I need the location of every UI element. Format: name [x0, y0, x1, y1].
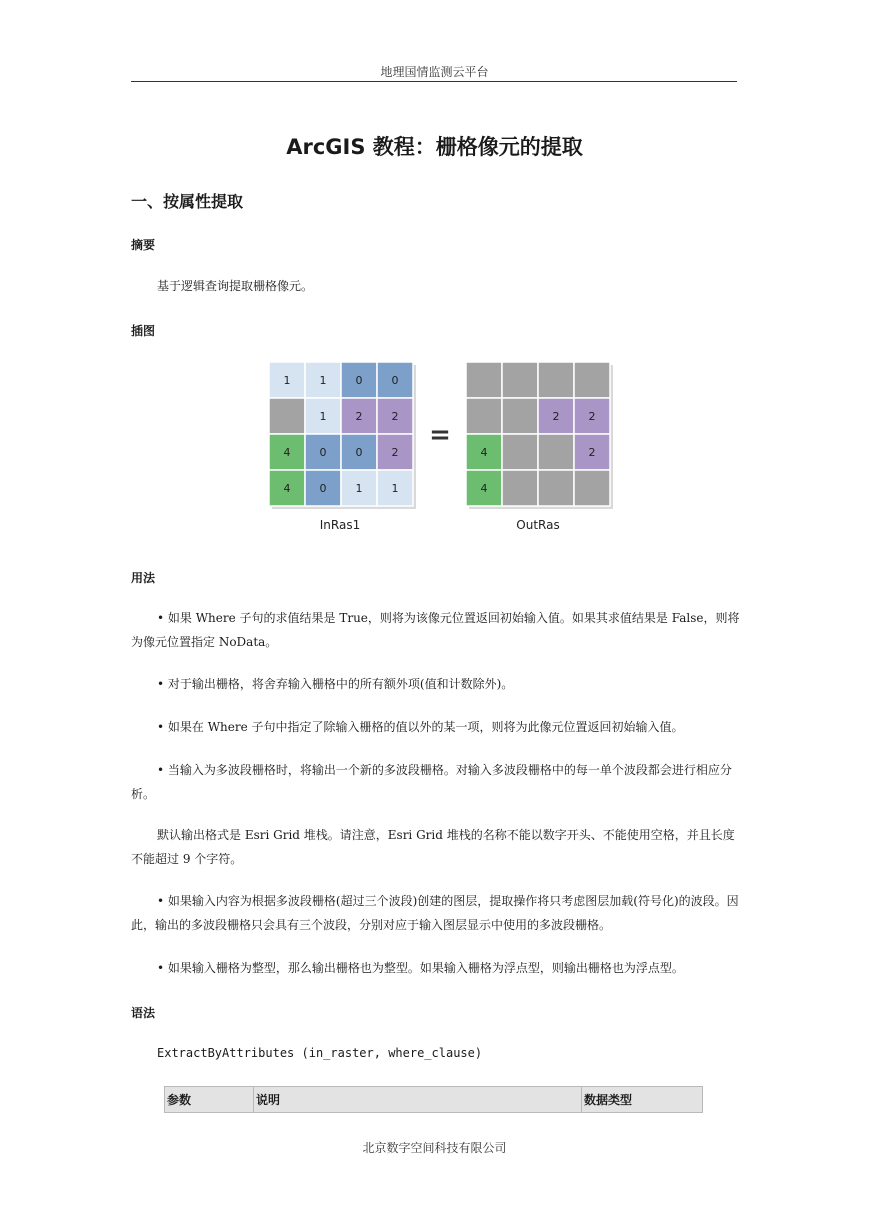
page-footer: 北京数字空间科技有限公司: [362, 1141, 507, 1155]
usage-label: 用法: [131, 571, 156, 585]
usage-item-2: • 对于输出栅格，将舍弃输入栅格中的所有额外项(值和计数除外)。: [157, 677, 514, 691]
input-raster-cell-value: 2: [391, 446, 399, 459]
output-raster-cell: [538, 434, 574, 470]
table-header-datatype: 数据类型: [582, 1087, 703, 1113]
output-raster-cell: [502, 470, 538, 506]
output-raster-cell: [538, 362, 574, 398]
input-raster-cell-value: 4: [283, 482, 291, 495]
output-raster-cell: [502, 398, 538, 434]
usage-item-5: • 如果输入内容为根据多波段栅格(超过三个波段)创建的图层，提取操作将只考虑图层加载(符号化)的波段。因此，输出的多波段栅格只会具有三个波段，分别对应于输入图层显示中使用的多波段栅格。: [131, 894, 739, 932]
illustration-label: 插图: [131, 324, 156, 338]
input-raster-name: InRas1: [319, 518, 361, 532]
document-title: ArcGIS 教程：栅格像元的提取: [286, 135, 583, 159]
input-raster-cell-value: 0: [319, 446, 327, 459]
output-raster-cell-value: 2: [552, 410, 560, 423]
section-heading: 一、按属性提取: [131, 192, 244, 211]
output-raster-cell: [502, 362, 538, 398]
usage-item-6: • 如果输入栅格为整型，那么输出栅格也为整型。如果输入栅格为浮点型，则输出栅格也为浮点型。: [157, 961, 684, 975]
input-raster-cell-value: 1: [355, 482, 363, 495]
input-raster-cell-value: 4: [283, 446, 291, 459]
input-raster-cell-value: 1: [283, 374, 291, 387]
syntax-code: ExtractByAttributes (in_raster, where_clause): [157, 1046, 483, 1060]
equals-sign: =: [429, 420, 451, 450]
table-header-row: [165, 1087, 703, 1113]
input-raster-cell-value: 0: [355, 446, 363, 459]
table-header-description: 说明: [254, 1087, 582, 1113]
input-raster-cell-value: 1: [391, 482, 399, 495]
usage-note-format: 默认输出格式是 Esri Grid 堆栈。请注意，Esri Grid 堆栈的名称不能以数字开头、不能使用空格，并且长度不能超过 9 个字符。: [131, 828, 735, 866]
output-raster-cell: [574, 470, 610, 506]
input-raster-cell-value: 0: [319, 482, 327, 495]
input-raster-cell: [269, 398, 305, 434]
output-raster-cell: [466, 398, 502, 434]
output-raster-cell-value: 2: [588, 446, 596, 459]
output-raster-name: OutRas: [516, 518, 560, 532]
output-raster-cell: [466, 362, 502, 398]
output-raster-cell: [502, 434, 538, 470]
input-raster-cell-value: 0: [355, 374, 363, 387]
output-raster-cell: [574, 362, 610, 398]
raster-extraction-figure: [262, 356, 622, 536]
header-divider: [131, 81, 737, 82]
output-raster-cell-value: 4: [480, 482, 488, 495]
usage-item-1: • 如果 Where 子句的求值结果是 True，则将为该像元位置返回初始输入值。如果其求值结果是 False，则将为像元位置指定 NoData。: [131, 611, 740, 649]
table-header-param: 参数: [165, 1087, 254, 1113]
input-raster-grid: [269, 362, 416, 509]
usage-item-3: • 如果在 Where 子句中指定了除输入栅格的值以外的某一项，则将为此像元位置返回初始输入值。: [157, 720, 684, 734]
usage-item-4: • 当输入为多波段栅格时，将输出一个新的多波段栅格。对输入多波段栅格中的每一单个波段都会进行相应分析。: [131, 763, 732, 801]
output-raster-cell-value: 4: [480, 446, 488, 459]
input-raster-cell-value: 1: [319, 374, 327, 387]
parameter-table: [164, 1086, 703, 1113]
input-raster-cell-value: 2: [355, 410, 363, 423]
output-raster-grid: [466, 362, 613, 509]
output-raster-cell-value: 2: [588, 410, 596, 423]
input-raster-cell-value: 2: [391, 410, 399, 423]
syntax-label: 语法: [131, 1006, 156, 1020]
summary-text: 基于逻辑查询提取栅格像元。: [157, 279, 314, 293]
input-raster-cell-value: 0: [391, 374, 399, 387]
summary-label: 摘要: [131, 238, 156, 252]
input-raster-cell-value: 1: [319, 410, 327, 423]
page-header: 地理国情监测云平台: [380, 65, 489, 79]
output-raster-cell: [538, 470, 574, 506]
